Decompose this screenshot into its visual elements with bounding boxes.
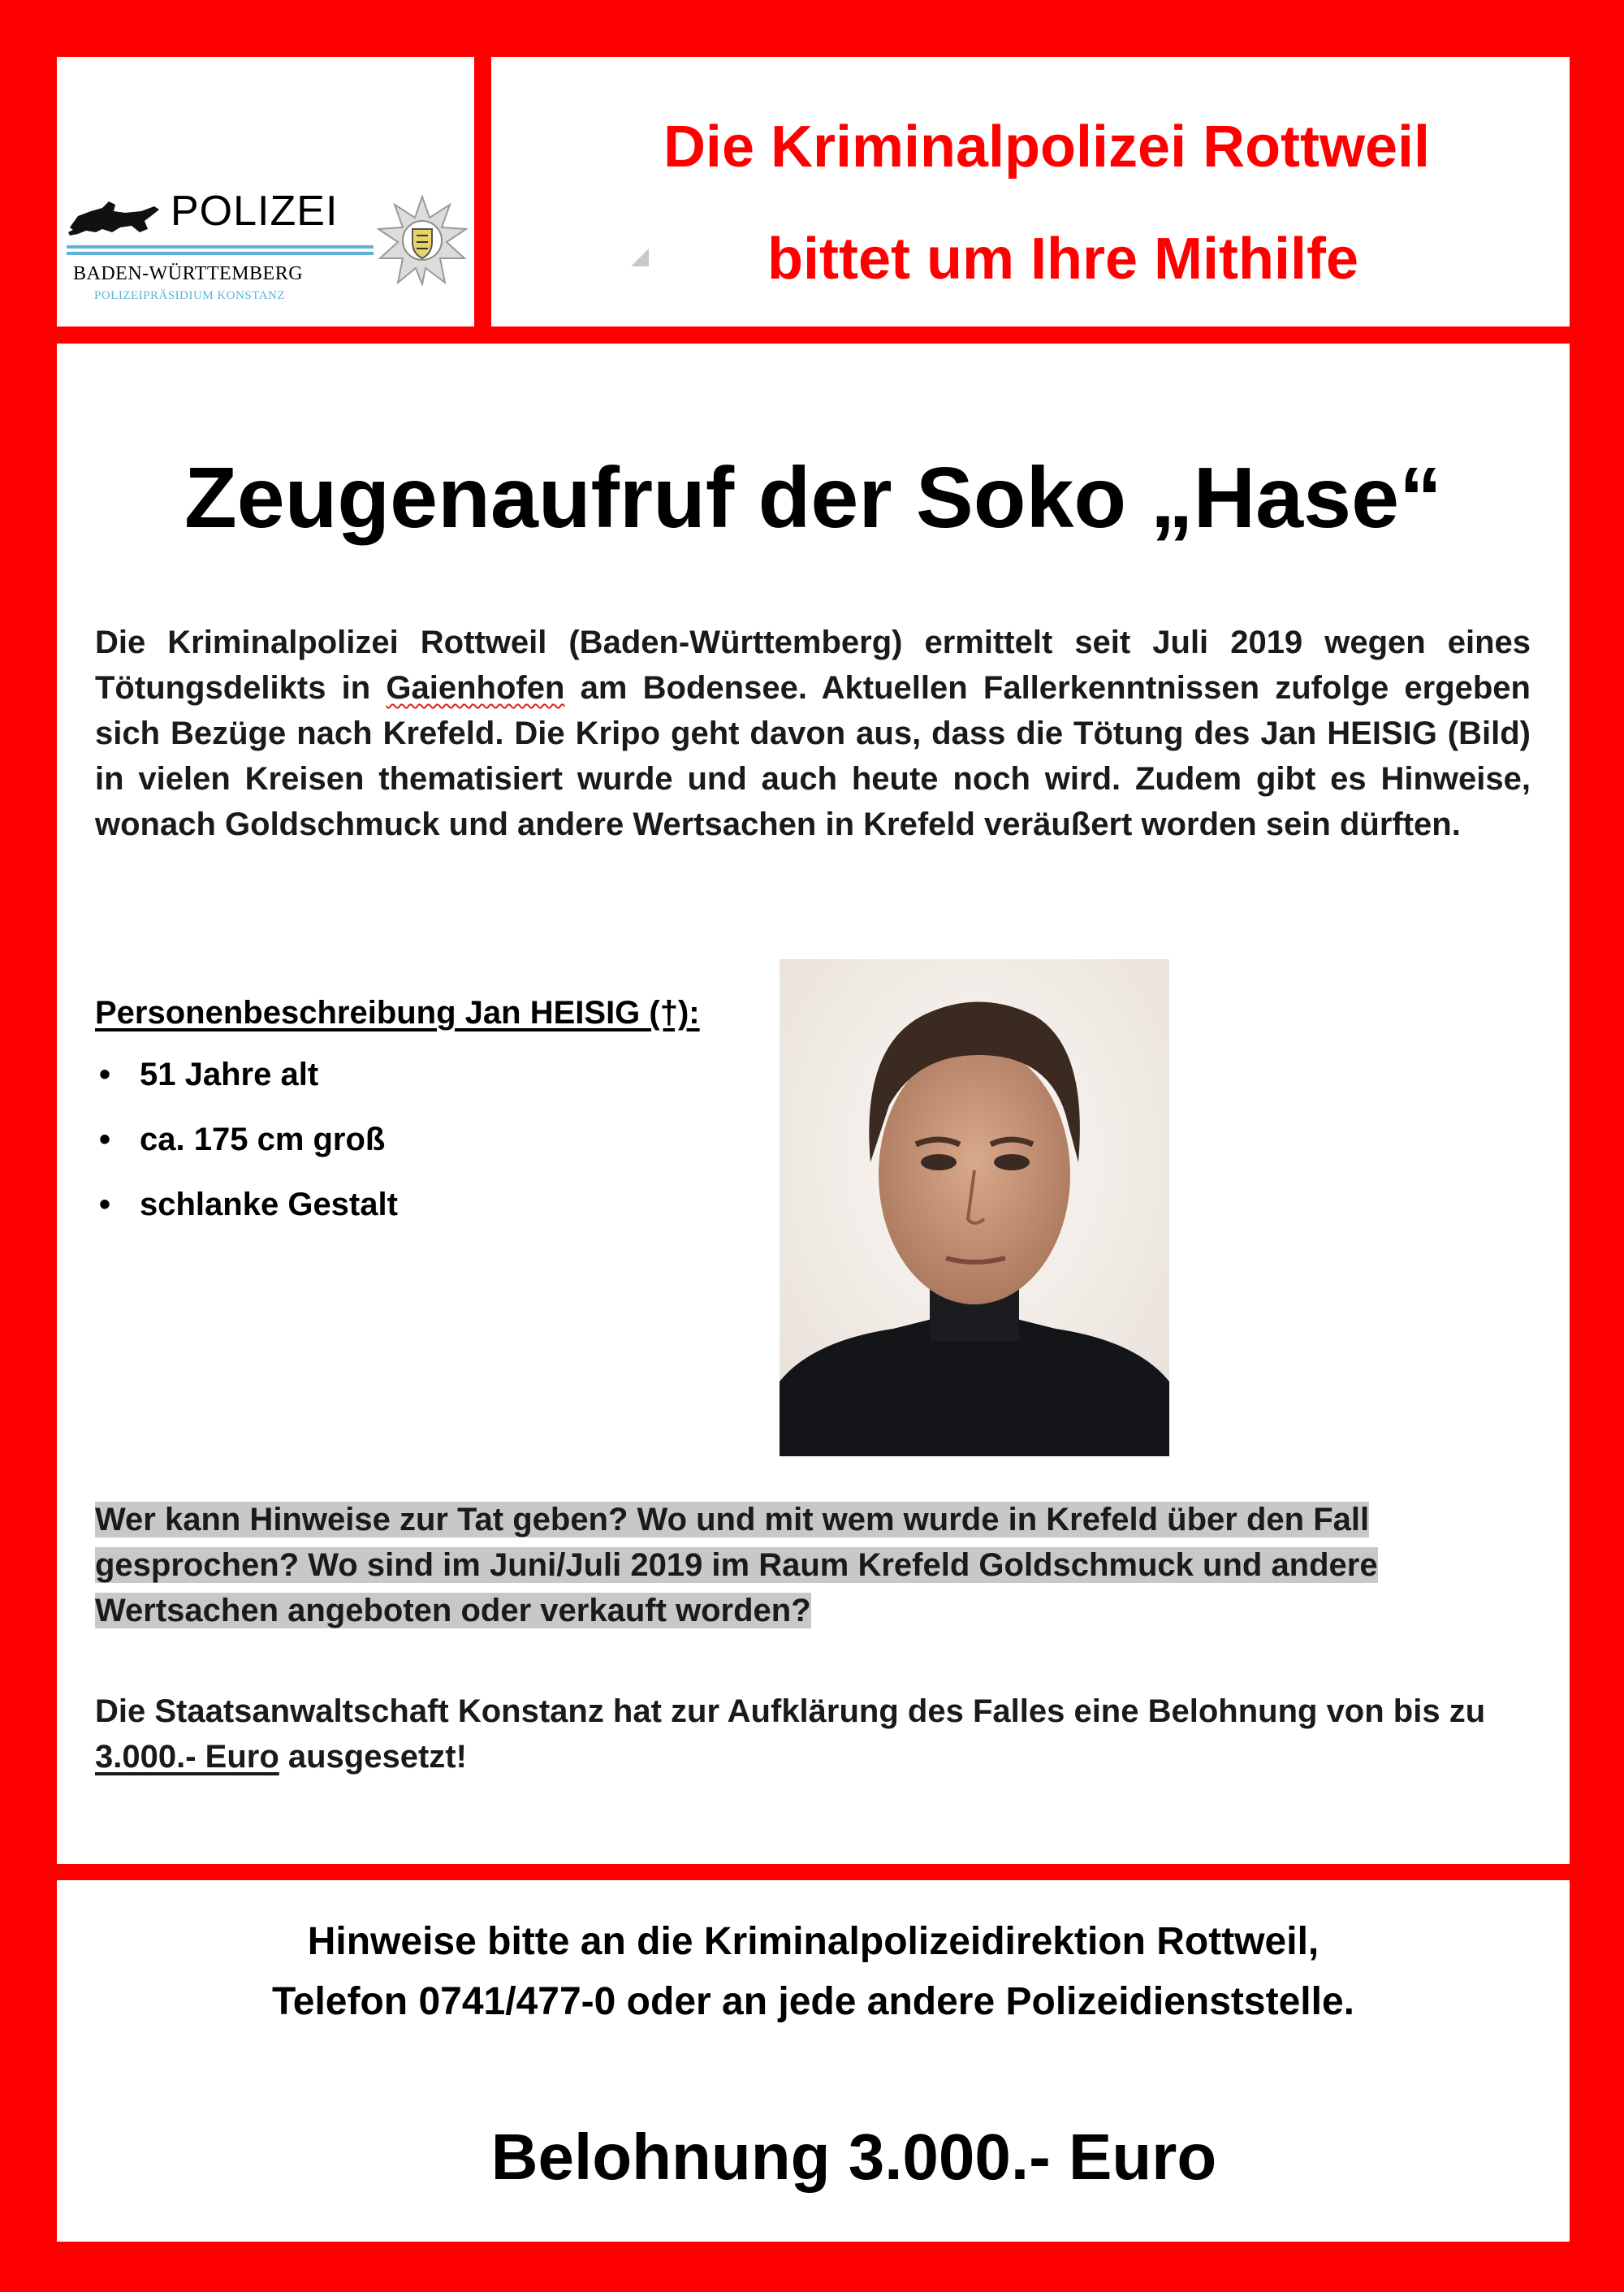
reward-paragraph bbox=[95, 1689, 1531, 1780]
victim-photo bbox=[780, 959, 1169, 1456]
logo-rule bbox=[67, 245, 374, 258]
description-heading: Personenbeschreibung Jan HEISIG (†): bbox=[95, 995, 700, 1031]
main-panel bbox=[57, 344, 1570, 1864]
questions-paragraph bbox=[95, 1497, 1531, 1633]
header-line-1: Die Kriminalpolizei Rottweil bbox=[663, 115, 1431, 179]
intro-paragraph bbox=[95, 620, 1531, 847]
intro-text-start: Die Kriminalpolizei Rottweil (Baden-Württemberg) ermittelt seit Juli 2019 wegen eines Tötungsdelikts in bbox=[95, 625, 1531, 706]
logo-state: BADEN-WÜRTTEMBERG bbox=[73, 263, 304, 284]
list-item: • schlanke Gestalt bbox=[95, 1187, 398, 1252]
contact-line-1: Hinweise bitte an die Kriminalpolizeidirektion Rottweil, bbox=[307, 1920, 1320, 1963]
reward-amount: 3.000.- Euro bbox=[95, 1739, 279, 1775]
reward-banner: Belohnung 3.000.- Euro bbox=[490, 2121, 1217, 2193]
page-title: Zeugenaufruf der Soko „Hase“ bbox=[184, 450, 1443, 546]
intro-text-end: am Bodensee. Aktuellen Fallerkenntnissen zufolge ergeben sich Bezüge nach Krefeld. Die Kripo geht davon aus, dass die Tötung des Jan HEISIG (Bild) in vielen Kreisen thematisiert wurde und auch heute noch wird. Zudem gibt es Hinweise, wonach Goldschmuck und andere Wertsachen in Krefeld veräußert worden sein dürften. bbox=[95, 670, 1531, 842]
lion-icon bbox=[67, 197, 162, 237]
logo-wordmark: POLIZEI bbox=[171, 188, 339, 235]
list-item: • 51 Jahre alt bbox=[95, 1057, 398, 1122]
questions-highlight: Wer kann Hinweise zur Tat geben? Wo und mit wem wurde in Krefeld über den Fall gesprochen? Wo sind im Juni/Juli 2019 im Raum Krefeld Goldschmuck und andere Wertsachen angeboten oder verkauft worden? bbox=[95, 1502, 1378, 1628]
police-star-icon bbox=[377, 195, 468, 286]
place-name: Gaienhofen bbox=[386, 670, 565, 706]
police-logo bbox=[67, 138, 473, 317]
logo-panel bbox=[57, 57, 474, 327]
header-line-2: bittet um Ihre Mithilfe bbox=[767, 227, 1358, 292]
reward-text-start: Die Staatsanwaltschaft Konstanz hat zur Aufklärung des Falles eine Belohnung von bis zu bbox=[95, 1693, 1486, 1729]
header-panel bbox=[491, 57, 1570, 327]
footer-panel bbox=[57, 1880, 1570, 2242]
logo-unit: POLIZEIPRÄSIDIUM KONSTANZ bbox=[94, 289, 286, 302]
list-item: • ca. 175 cm groß bbox=[95, 1122, 398, 1187]
contact-line-2: Telefon 0741/477-0 oder an jede andere Polizeidienststelle. bbox=[272, 1980, 1354, 2023]
reward-text-end: ausgesetzt! bbox=[279, 1739, 467, 1775]
description-list bbox=[95, 1057, 398, 1252]
